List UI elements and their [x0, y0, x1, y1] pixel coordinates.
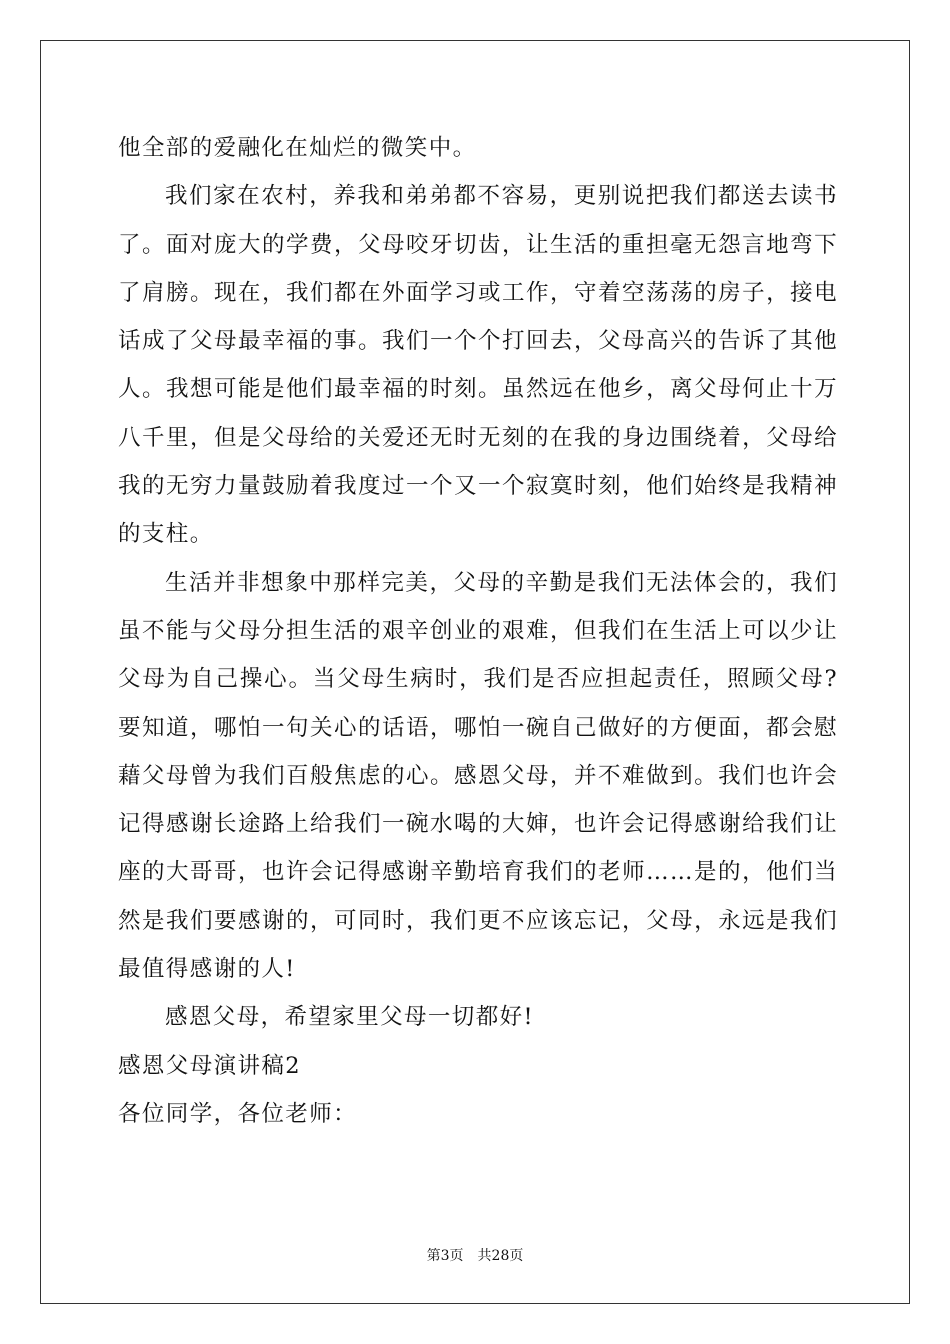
- page-footer: [0, 1245, 950, 1265]
- section-title: 感恩父母演讲稿2: [118, 1052, 302, 1079]
- page-number: 第3页: [426, 1248, 464, 1264]
- paragraph-1: 他全部的爱融化在灿烂的微笑中。: [118, 135, 477, 161]
- paragraph-3: 生活并非想象中那样完美，父母的辛勤是我们无法体会的，我们虽不能与父母分担生活的艰辛创业的艰难，但我们在生活上可以少让父母为自己操心。当父母生病时，我们是否应担起责任，照顾父母?要知道，哪怕一句关心的话语，哪怕一碗自己做好的方便面，都会慰藉父母曾为我们百般焦虑的心。感恩父母，并不难做到。我们也许会记得感谢长途路上给我们一碗水喝的大婶，也许会记得感谢给我们让座的大哥哥，也许会记得感谢辛勤培育我们的老师……是的，他们当然是我们要感谢的，可同时，我们更不应该忘记，父母，永远是我们最值得感谢的人!: [118, 569, 838, 983]
- document-body: [118, 124, 838, 1138]
- salutation: 各位同学，各位老师：: [118, 1100, 358, 1127]
- page-total: 共28页: [477, 1248, 524, 1264]
- paragraph-4: 感恩父母，希望家里父母一切都好!: [165, 1004, 534, 1031]
- paragraph-2: 我们家在农村，养我和弟弟都不容易，更别说把我们都送去读书了。面对庞大的学费，父母咬牙切齿，让生活的重担毫无怨言地弯下了肩膀。现在，我们都在外面学习或工作，守着空荡荡的房子，接电话成了父母最幸福的事。我们一个个打回去，父母高兴的告诉了其他人。我想可能是他们最幸福的时刻。虽然远在他乡，离父母何止十万八千里，但是父母给的关爱还无时无刻的在我的身边围绕着，父母给我的无穷力量鼓励着我度过一个又一个寂寞时刻，他们始终是我精神的支柱。: [118, 183, 838, 548]
